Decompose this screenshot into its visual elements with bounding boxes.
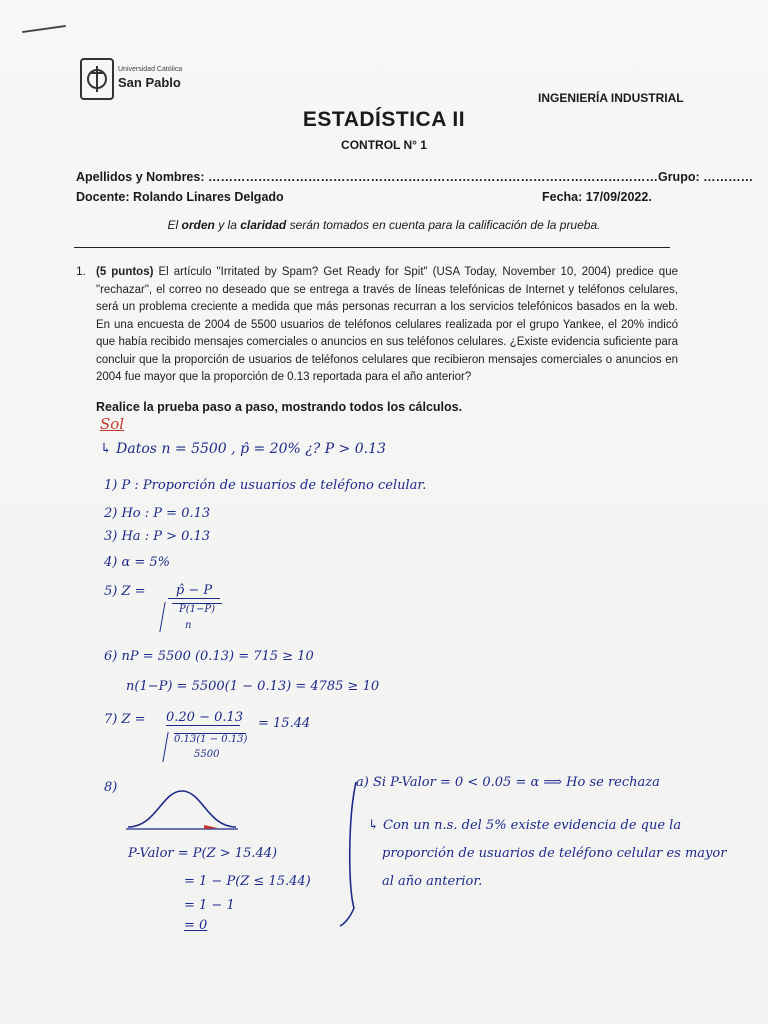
hw-step6a: 6) nP = 5500 (0.13) = 715 ≥ 10 [104,649,314,664]
grading-note [0,218,768,232]
hw-step2: 2) Ho : P = 0.13 [104,506,211,521]
note-bold-claridad: claridad [240,218,287,232]
note-bold-orden: orden [181,218,215,232]
hw-step3: 3) Ha : P > 0.13 [104,529,211,544]
hw-step1: 1) P : Proporción de usuarios de teléfono celular. [104,478,427,493]
hw-conclusion-b1: ↳ Con un n.s. del 5% existe evidencia de que la [368,818,682,833]
hw-sqrt-icon [159,602,175,632]
hw-conclusion-b3: al año anterior. [382,874,483,889]
hw-datos: ↳ Datos n = 5500 , p̂ = 20% ¿? P > 0.13 [100,441,386,457]
hw-step5-label: 5) Z = [104,584,146,599]
question-points: (5 puntos) [96,266,154,278]
name-field: Apellidos y Nombres: ………………………………………………………………………………………………Grupo: ………… [76,170,754,184]
date-label: Fecha: 17/09/2022. [542,190,652,204]
conclusion-bracket-icon [330,778,370,928]
hw-pvalue-1: P-Valor = P(Z > 15.44) [128,846,278,861]
exam-title: ESTADÍSTICA II [302,108,466,131]
hw-step7-result: = 15.44 [258,716,311,731]
hw-step8-label: 8) [104,780,118,795]
note-mid: y la [214,218,241,232]
hw-step5-numerator: p̂ − P [168,583,220,599]
hw-step5-n: n [185,620,192,631]
normal-curve-icon [126,785,238,835]
hw-conclusion-b2: proporción de usuarios de teléfono celular es mayor [382,846,727,861]
department-label: INGENIERÍA INDUSTRIAL [538,91,684,105]
question-body: El artículo "Irritated by Spam? Get Ready for Spit" (USA Today, November 10, 2004) predice que "rechazar", el correo no deseado que se entrega a través de líneas telefónicas de Internet y teléfonos celulares, será un problema creciente a medida que más personas recurran a los servicios telefónicos basados en la web. En una encuesta de 2004 de 5500 usuarios de teléfonos celulares realizada por el grupo Yankee, el 20% indicó que había recibido mensajes comerciales o anuncios en sus teléfonos celulares. ¿Existe evidencia suficiente para concluir que la proporción de usuarios de teléfonos celulares que recibieron mensajes comerciales o anuncios en 2004 fue mayor que la proporción de 0.13 reportada para el año anterior? [96,266,678,383]
hw-sol: Sol [100,415,125,433]
hw-step6b: n(1−P) = 5500(1 − 0.13) = 4785 ≥ 10 [126,679,380,694]
hw-pvalue-2: = 1 − P(Z ≤ 15.44) [184,874,311,889]
hw-sqrt-icon-2 [162,732,176,762]
hw-step7-n: 5500 [194,749,220,760]
hw-conclusion-a: a) Si P-Valor = 0 < 0.05 = α ⟹ Ho se rechaza [356,775,660,790]
note-pre: El [167,218,182,232]
hw-pvalue-3: = 1 − 1 [184,898,235,913]
hw-step5-denominator: P(1−P) [172,603,222,615]
question-text [96,264,678,387]
hw-step7-denominator: 0.13(1 − 0.13) [174,734,248,745]
divider [74,247,670,248]
hw-step7-label: 7) Z = [104,712,146,727]
logo-name: San Pablo [118,75,181,90]
top-mark [22,25,66,33]
hw-step4: 4) α = 5% [104,555,171,570]
logo-university-label: Universidad Católica [118,66,183,73]
question-number: 1. [76,264,87,278]
hw-pvalue-4: = 0 [184,918,208,933]
docente-label: Docente: Rolando Linares Delgado [76,190,284,204]
note-post: serán tomados en cuenta para la calificación de la prueba. [286,218,601,232]
university-logo-icon [80,58,114,100]
exam-subtitle: CONTROL N° 1 [341,138,427,152]
question-instruction: Realice la prueba paso a paso, mostrando todos los cálculos. [96,400,463,414]
hw-step7-numerator: 0.20 − 0.13 [166,710,244,725]
